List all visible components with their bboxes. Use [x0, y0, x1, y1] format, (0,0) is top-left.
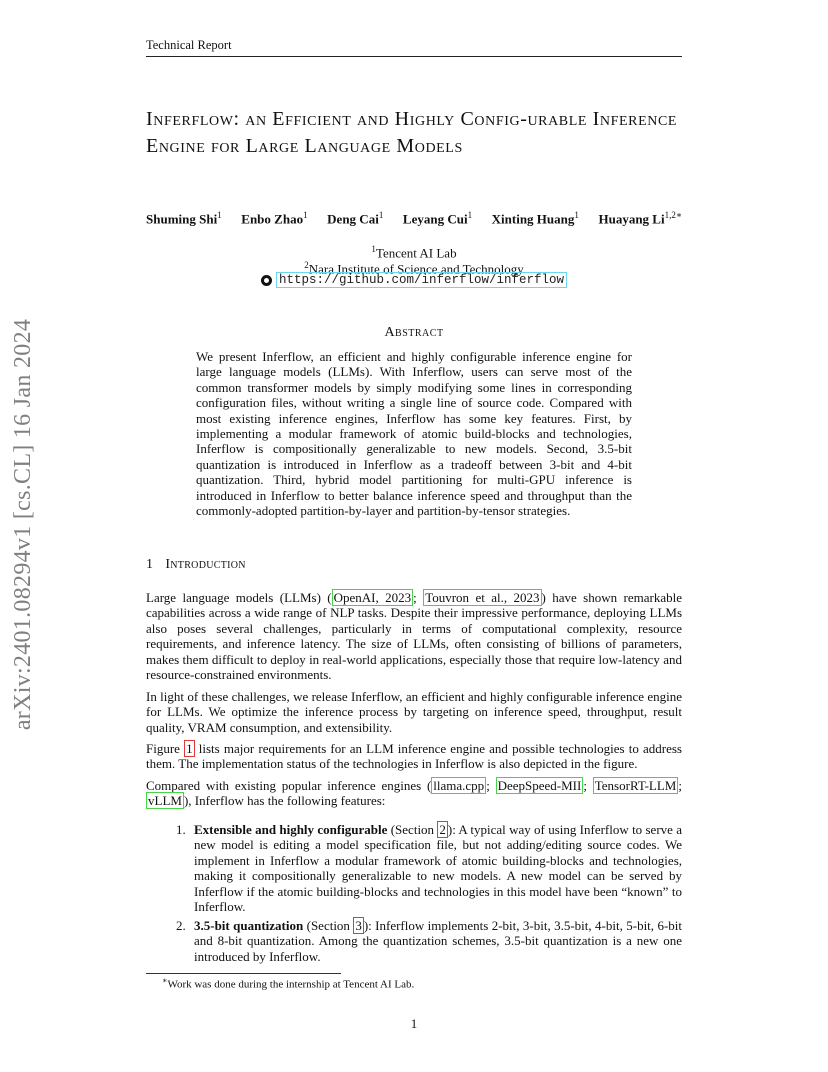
author: Huayang $Li^{1,2∗}$ — [598, 210, 682, 227]
repo-line — [146, 272, 682, 288]
section-ref-link[interactable]: 3 — [355, 918, 362, 933]
section-number: 1 — [146, 557, 154, 572]
citation-link[interactable]: OpenAI, 2023 — [333, 590, 412, 605]
abstract-text: We present Inferflow, an efficient and highly configurable inference engine for large language models (LLMs). With Inferflow, users can serve most of the common transformer models by simply modifying some lines in corresponding configuration files, without writing a single line of source code. Compared with most existing inference engines, Inferflow has some key features. First, by implementing a modular framework of atomic build-blocks and technologies, Inferflow is compositionally generalizable to new models. Second, 3.5-bit quantization is introduced in Inferflow as a tradeoff between 3-bit and 4-bit quantization. Third, hybrid model partitioning for multi-GPU inference is introduced in Inferflow to better balance inference speed and throughput than the commonly-adopted partition-by-layer and partition-by-tensor strategies. — [196, 349, 632, 519]
affiliation: $^2$Nara Institute of Science and Technology — [304, 260, 524, 277]
citation-link[interactable]: TensorRT-LLM — [594, 778, 677, 793]
paper-title: Inferflow: an Efficient and Highly Config-urable Inference Engine for Large Language Models — [146, 108, 678, 157]
paragraph: Large language models (LLMs) ( OpenAI, 2023 ; Touvron et al., 2023 ) have shown remarkable capabilities across a wide range of NLP tasks. Despite their impressive performance, deploying LLMs also poses several challenges, particularly in terms of computational complexity, resource requirements, and inference latency. The size of LLMs, often consisting of billions of parameters, makes them difficult to deploy in real-world applications, especially those that require low-latency and resource-constrained environments. — [146, 590, 682, 683]
arxiv-id: arXiv:2401.08294v1 [cs.CL] 16 Jan 2024 — [10, 318, 37, 730]
figure-ref-link[interactable]: 1 — [186, 741, 193, 756]
paragraph: Figure 1 lists major requirements for an LLM inference engine and possible technologies to address them. The implementation status of the technologies in Inferflow is also depicted in the figure. — [146, 741, 682, 772]
author: Deng Cai$^1$ — [327, 210, 384, 227]
running-header-label: Technical Report — [146, 38, 232, 52]
feature-list-item: 1. Extensible and highly configurable (Section 2 ): A typical way of using Inferflow to serve a new model is editing a model specification file, but not adding/editing source codes. We implement in Inferflow a modular framework of atomic building-blocks and technologies, making it compositionally generalizable to new models. A new model can be served by Inferflow if the atomic building-blocks and technologies in this model have been “known” to Inferflow. — [176, 822, 683, 915]
affiliation: $^1$Tencent AI Lab — [371, 244, 457, 261]
github-icon — [261, 275, 272, 286]
list-number: 1. — [176, 822, 186, 837]
paragraph: In light of these challenges, we release Inferflow, an efficient and highly configurable inference engine for LLMs. We optimize the inference process by targeting on inference speed, throughput, result quality, VRAM consumption, and extensibility. — [146, 689, 682, 735]
author: Leyang Cui$^1$ — [402, 210, 473, 227]
paragraph: Compared with existing popular inference engines ( llama.cpp ; DeepSpeed-MII ; TensorRT-LLM ; vLLM ), Inferflow has the following features: — [146, 778, 682, 809]
author: Xinting Huang$^1$ — [491, 210, 579, 227]
author: Shuming Shi$^1$ — [146, 210, 222, 227]
arxiv-watermark — [2, 292, 46, 756]
abstract-heading: Abstract — [384, 325, 444, 340]
author-list — [146, 210, 682, 227]
page-number: 1 — [410, 1016, 418, 1031]
section-title: Introduction — [165, 557, 246, 572]
footnote-divider — [146, 973, 341, 974]
list-number: 2. — [176, 918, 186, 933]
footnote: ∗Work was done during the internship at Tencent AI Lab. — [162, 976, 415, 991]
section-ref-link[interactable]: 2 — [439, 822, 446, 837]
running-header — [146, 36, 682, 57]
section-heading — [146, 557, 246, 573]
author: Enbo Zhao$^1$ — [241, 210, 308, 227]
citation-link[interactable]: DeepSpeed-MII — [497, 778, 582, 793]
feature-list-item: 2. 3.5-bit quantization (Section 3 ): Inferflow implements 2-bit, 3-bit, 3.5-bit, 4-bit, 5-bit, 6-bit and 8-bit quantization. Among the quantization schemes, 3.5-bit quantization is a new one introduced by Inferflow. — [176, 918, 682, 964]
repo-link[interactable]: https://github.com/inferflow/inferflow — [276, 272, 567, 288]
citation-link[interactable]: llama.cpp — [433, 778, 485, 793]
citation-link[interactable]: vLLM — [148, 793, 182, 809]
citation-link[interactable]: Touvron et al., 2023 — [425, 590, 540, 605]
